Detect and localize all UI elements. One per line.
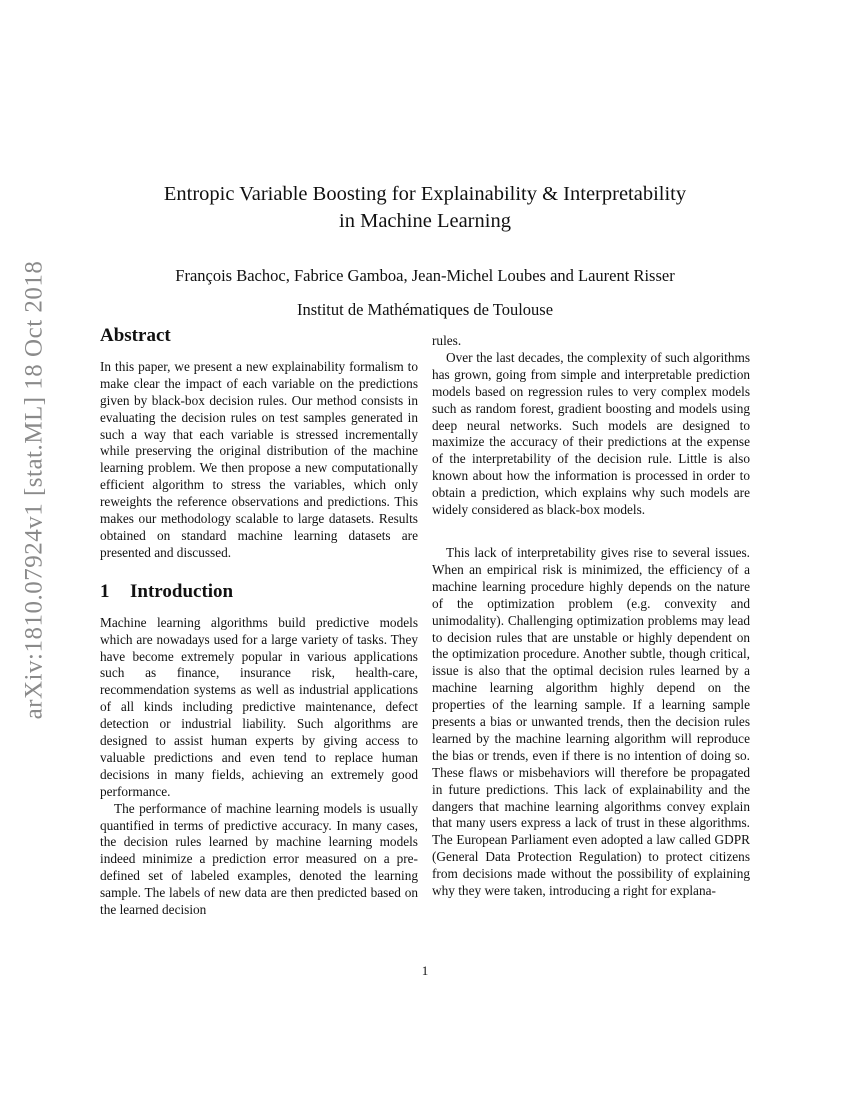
left-column bbox=[100, 325, 418, 919]
title-line-1: Entropic Variable Boosting for Explainability & Interpretability bbox=[163, 183, 687, 205]
intro-paragraph-3: Over the last decades, the complexity of such algorithms has grown, going from simple and interpretable prediction models based on regression rules to very complex models such as random forest, gradient boosting and models using deep neural networks. Such models are designed to maximize the accuracy of their predictions at the expense of the interpretability of the decision rule. Little is also known about how the information is processed in order to obtain a prediction, which explains why such models are widely considered as black-box models. bbox=[432, 349, 750, 518]
section-title: Introduction bbox=[130, 580, 234, 602]
authors: François Bachoc, Fabrice Gamboa, Jean-Michel Loubes and Laurent Risser bbox=[175, 266, 675, 285]
arxiv-identifier: arXiv:1810.07924v1 [stat.ML] 18 Oct 2018 bbox=[20, 260, 47, 720]
section-number: 1 bbox=[100, 580, 110, 602]
arxiv-stamp bbox=[14, 260, 54, 720]
intro-paragraph-1: Machine learning algorithms build predictive models which are nowadays used for a large variety of tasks. They have become extremely popular in various applications such as finance, insurance risk, health-care, recommendation systems as well as industrial applications of all kinds including predictive maintenance, defect detection or industrial liability. Such algorithms are designed to assist human experts by giving access to valuable predictions and even tend to replace human decisions in many fields, achieving an extremely good performance. bbox=[100, 614, 418, 799]
abstract-text: In this paper, we present a new explainability formalism to make clear the impact of each variable on the predictions given by black-box decision rules. Our method consists in evaluating the decision rules on test samples generated in such a way that each variable is stressed incrementally while preserving the original distribution of the machine learning problem. We then propose a new computationally efficient algorithm to stress the variables, which only reweights the reference observations and predictions. This makes our methodology scalable to large datasets. Results obtained on standard machine learning datasets are presented and discussed. bbox=[100, 358, 418, 560]
title-line-2: in Machine Learning bbox=[339, 210, 511, 232]
intro-paragraph-2-continued: rules. bbox=[432, 333, 462, 348]
paper-title bbox=[100, 181, 750, 235]
affiliation: Institut de Mathématiques de Toulouse bbox=[296, 300, 554, 319]
intro-paragraph-2: The performance of machine learning models is usually quantified in terms of predictive accuracy. In many cases, the decision rules learned by machine learning models indeed minimize a prediction error measured on a pre-defined set of labeled examples, denoted the learning sample. The labels of new data are then predicted based on the learned decision bbox=[100, 800, 418, 918]
right-column bbox=[432, 333, 750, 900]
abstract-heading: Abstract bbox=[100, 325, 171, 346]
intro-paragraph-4: This lack of interpretability gives rise to several issues. When an empirical risk is minimized, the efficiency of a machine learning procedure highly depends on the nature of the optimization problem (e.g. convexity and unimodality). Challenging optimization problems may lead to decision rules that are unstable or highly dependent on the optimization procedure. Another subtle, though critical, issue is also that the optimal decision rules learned by a machine learning algorithm highly depend on the properties of the learning sample. If a learning sample presents a bias or unwanted trends, then the decision rules learned by the machine learning algorithm will reproduce the bias or trends, even if there is no intention of doing so. These flaws or misbehaviors will therefore be propagated in future predictions. This lack of explainability and the dangers that machine learning algorithms convey explain that many users express a lack of trust in these algorithms. The European Parliament even adopted a law called GDPR (General Data Protection Regulation) to protect citizens from decisions made without the possibility of explaining why they were taken, introducing a right for explana- bbox=[432, 544, 750, 899]
page-number: 1 bbox=[421, 963, 429, 978]
introduction-heading bbox=[100, 580, 418, 602]
